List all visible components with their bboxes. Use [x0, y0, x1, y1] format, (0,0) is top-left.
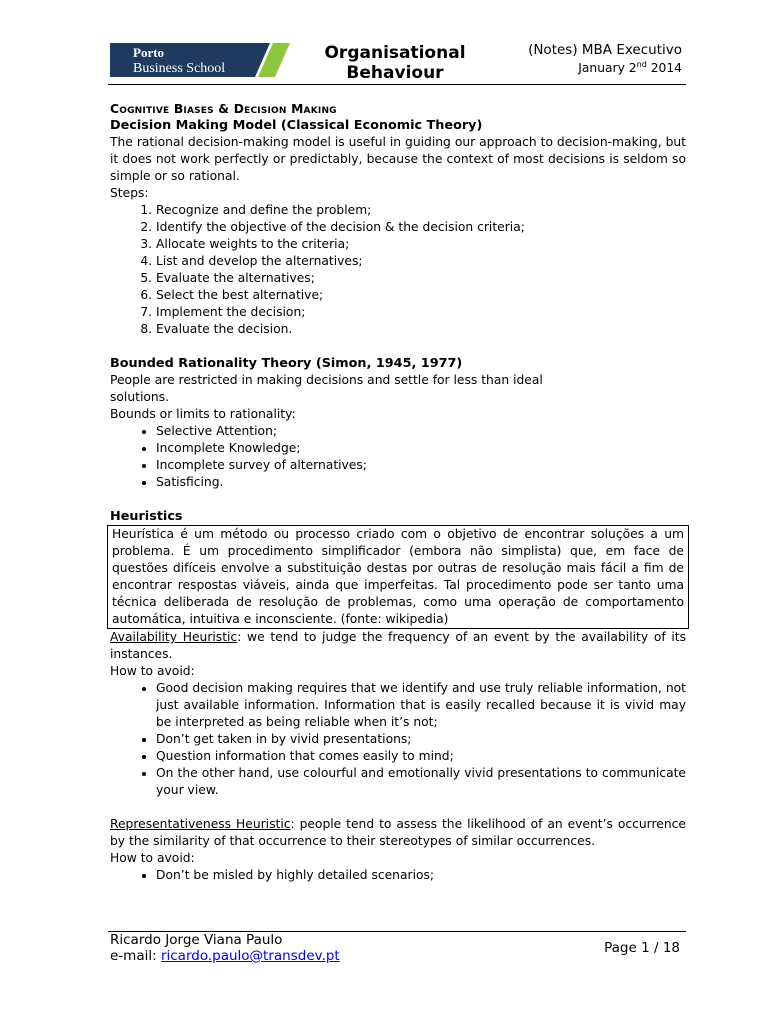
availability-paragraph: [110, 629, 686, 663]
list-item: • Selective Attention;: [156, 423, 686, 440]
heuristic-definition-box: Heurística é um método ou processo criado com o objetivo de encontrar soluções a um problema. É um procedimento simplificador (embora não simplista) que, em face de questões difíceis envolve a substituição destas por outras de resolução mais fácil a fim de encontrar respostas viáveis, ainda que imperfeitas. Tal procedimento pode ser tanto uma técnica deliberada de resolução de problemas, como uma operação de comportamento automática, intuitiva e inconsciente. (fonte: wikipedia): [107, 525, 689, 629]
list-item: 6. Select the best alternative;: [156, 287, 686, 304]
list-item: • Incomplete survey of alternatives;: [156, 457, 686, 474]
document-body: [110, 101, 686, 884]
representativeness-avoid-label: How to avoid:: [110, 851, 195, 865]
list-item: • Good decision making requires that we identify and use truly reliable information, not just available information. Information that is easily recalled because it is vivid may be interpreted as being reliable when it’s not;: [156, 680, 686, 731]
list-item: • Question information that comes easily to mind;: [156, 748, 686, 765]
list-item: 3. Allocate weights to the criteria;: [156, 236, 686, 253]
logo-text-porto: Porto: [133, 45, 165, 60]
availability-avoid-list: [110, 680, 686, 799]
steps-label: Steps:: [110, 186, 149, 200]
availability-term: Availability Heuristic: [110, 630, 238, 644]
model-intro: The rational decision-making model is useful in guiding our approach to decision-making, but it does not work perfectly or predictably, because the context of most decisions is seldom so simple or so rational.: [110, 135, 686, 183]
author-name: Ricardo Jorge Viana Paulo: [110, 932, 283, 948]
limits-list: [110, 423, 686, 491]
availability-text: : we tend to judge the frequency of an event by the availability of its instances.: [110, 630, 686, 661]
bounded-intro: People are restricted in making decisions and settle for less than ideal solutions.: [110, 373, 543, 404]
date-ordinal: nd: [636, 60, 647, 69]
bounded-heading: Bounded Rationality Theory (Simon, 1945, 1977): [110, 356, 463, 371]
heuristics-heading: Heuristics: [110, 509, 183, 524]
date-year: 2014: [646, 61, 682, 75]
spacer: [110, 491, 686, 508]
section-heading: Cognitive Biases & Decision Making: [110, 102, 337, 116]
list-item: 8. Evaluate the decision.: [156, 321, 686, 338]
notes-label: (Notes) MBA Executivo: [528, 42, 682, 58]
header-divider: [108, 84, 686, 85]
list-item: 4. List and develop the alternatives;: [156, 253, 686, 270]
document-date: [578, 60, 682, 75]
spacer: [110, 799, 686, 816]
document-title: Organisational Behaviour: [324, 43, 466, 83]
email-link[interactable]: ricardo.paulo@transdev.pt: [160, 948, 340, 964]
list-item: 1. Recognize and define the problem;: [156, 202, 686, 219]
porto-business-school-logo: [110, 43, 290, 77]
logo-text-business-school: Business School: [133, 61, 226, 76]
limits-label: Bounds or limits to rationality:: [110, 407, 296, 421]
email-label: e-mail:: [110, 948, 161, 964]
list-item: • Don’t be misled by highly detailed scenarios;: [156, 867, 686, 884]
list-item: • On the other hand, use colourful and emotionally vivid presentations to communicate your view.: [156, 765, 686, 799]
representativeness-text: : people tend to assess the likelihood of an event’s occurrence by the similarity of that occurrence to their stereotypes of similar occurrences.: [110, 817, 686, 848]
list-item: • Incomplete Knowledge;: [156, 440, 686, 457]
representativeness-avoid-list: [110, 867, 686, 884]
list-item: • Satisficing.: [156, 474, 686, 491]
availability-avoid-label: How to avoid:: [110, 664, 195, 678]
model-heading: Decision Making Model (Classical Economic Theory): [110, 118, 483, 133]
page-number: Page 1 / 18: [604, 940, 680, 956]
spacer: [110, 338, 686, 355]
logo-graphic: [110, 43, 290, 77]
email-line: [110, 948, 340, 965]
list-item: 7. Implement the decision;: [156, 304, 686, 321]
date-prefix: January 2: [578, 61, 637, 75]
list-item: • Don’t get taken in by vivid presentations;: [156, 731, 686, 748]
representativeness-paragraph: [110, 816, 686, 850]
list-item: 2. Identify the objective of the decision & the decision criteria;: [156, 219, 686, 236]
steps-list: [110, 202, 686, 338]
representativeness-term: Representativeness Heuristic: [110, 817, 291, 831]
list-item: 5. Evaluate the alternatives;: [156, 270, 686, 287]
